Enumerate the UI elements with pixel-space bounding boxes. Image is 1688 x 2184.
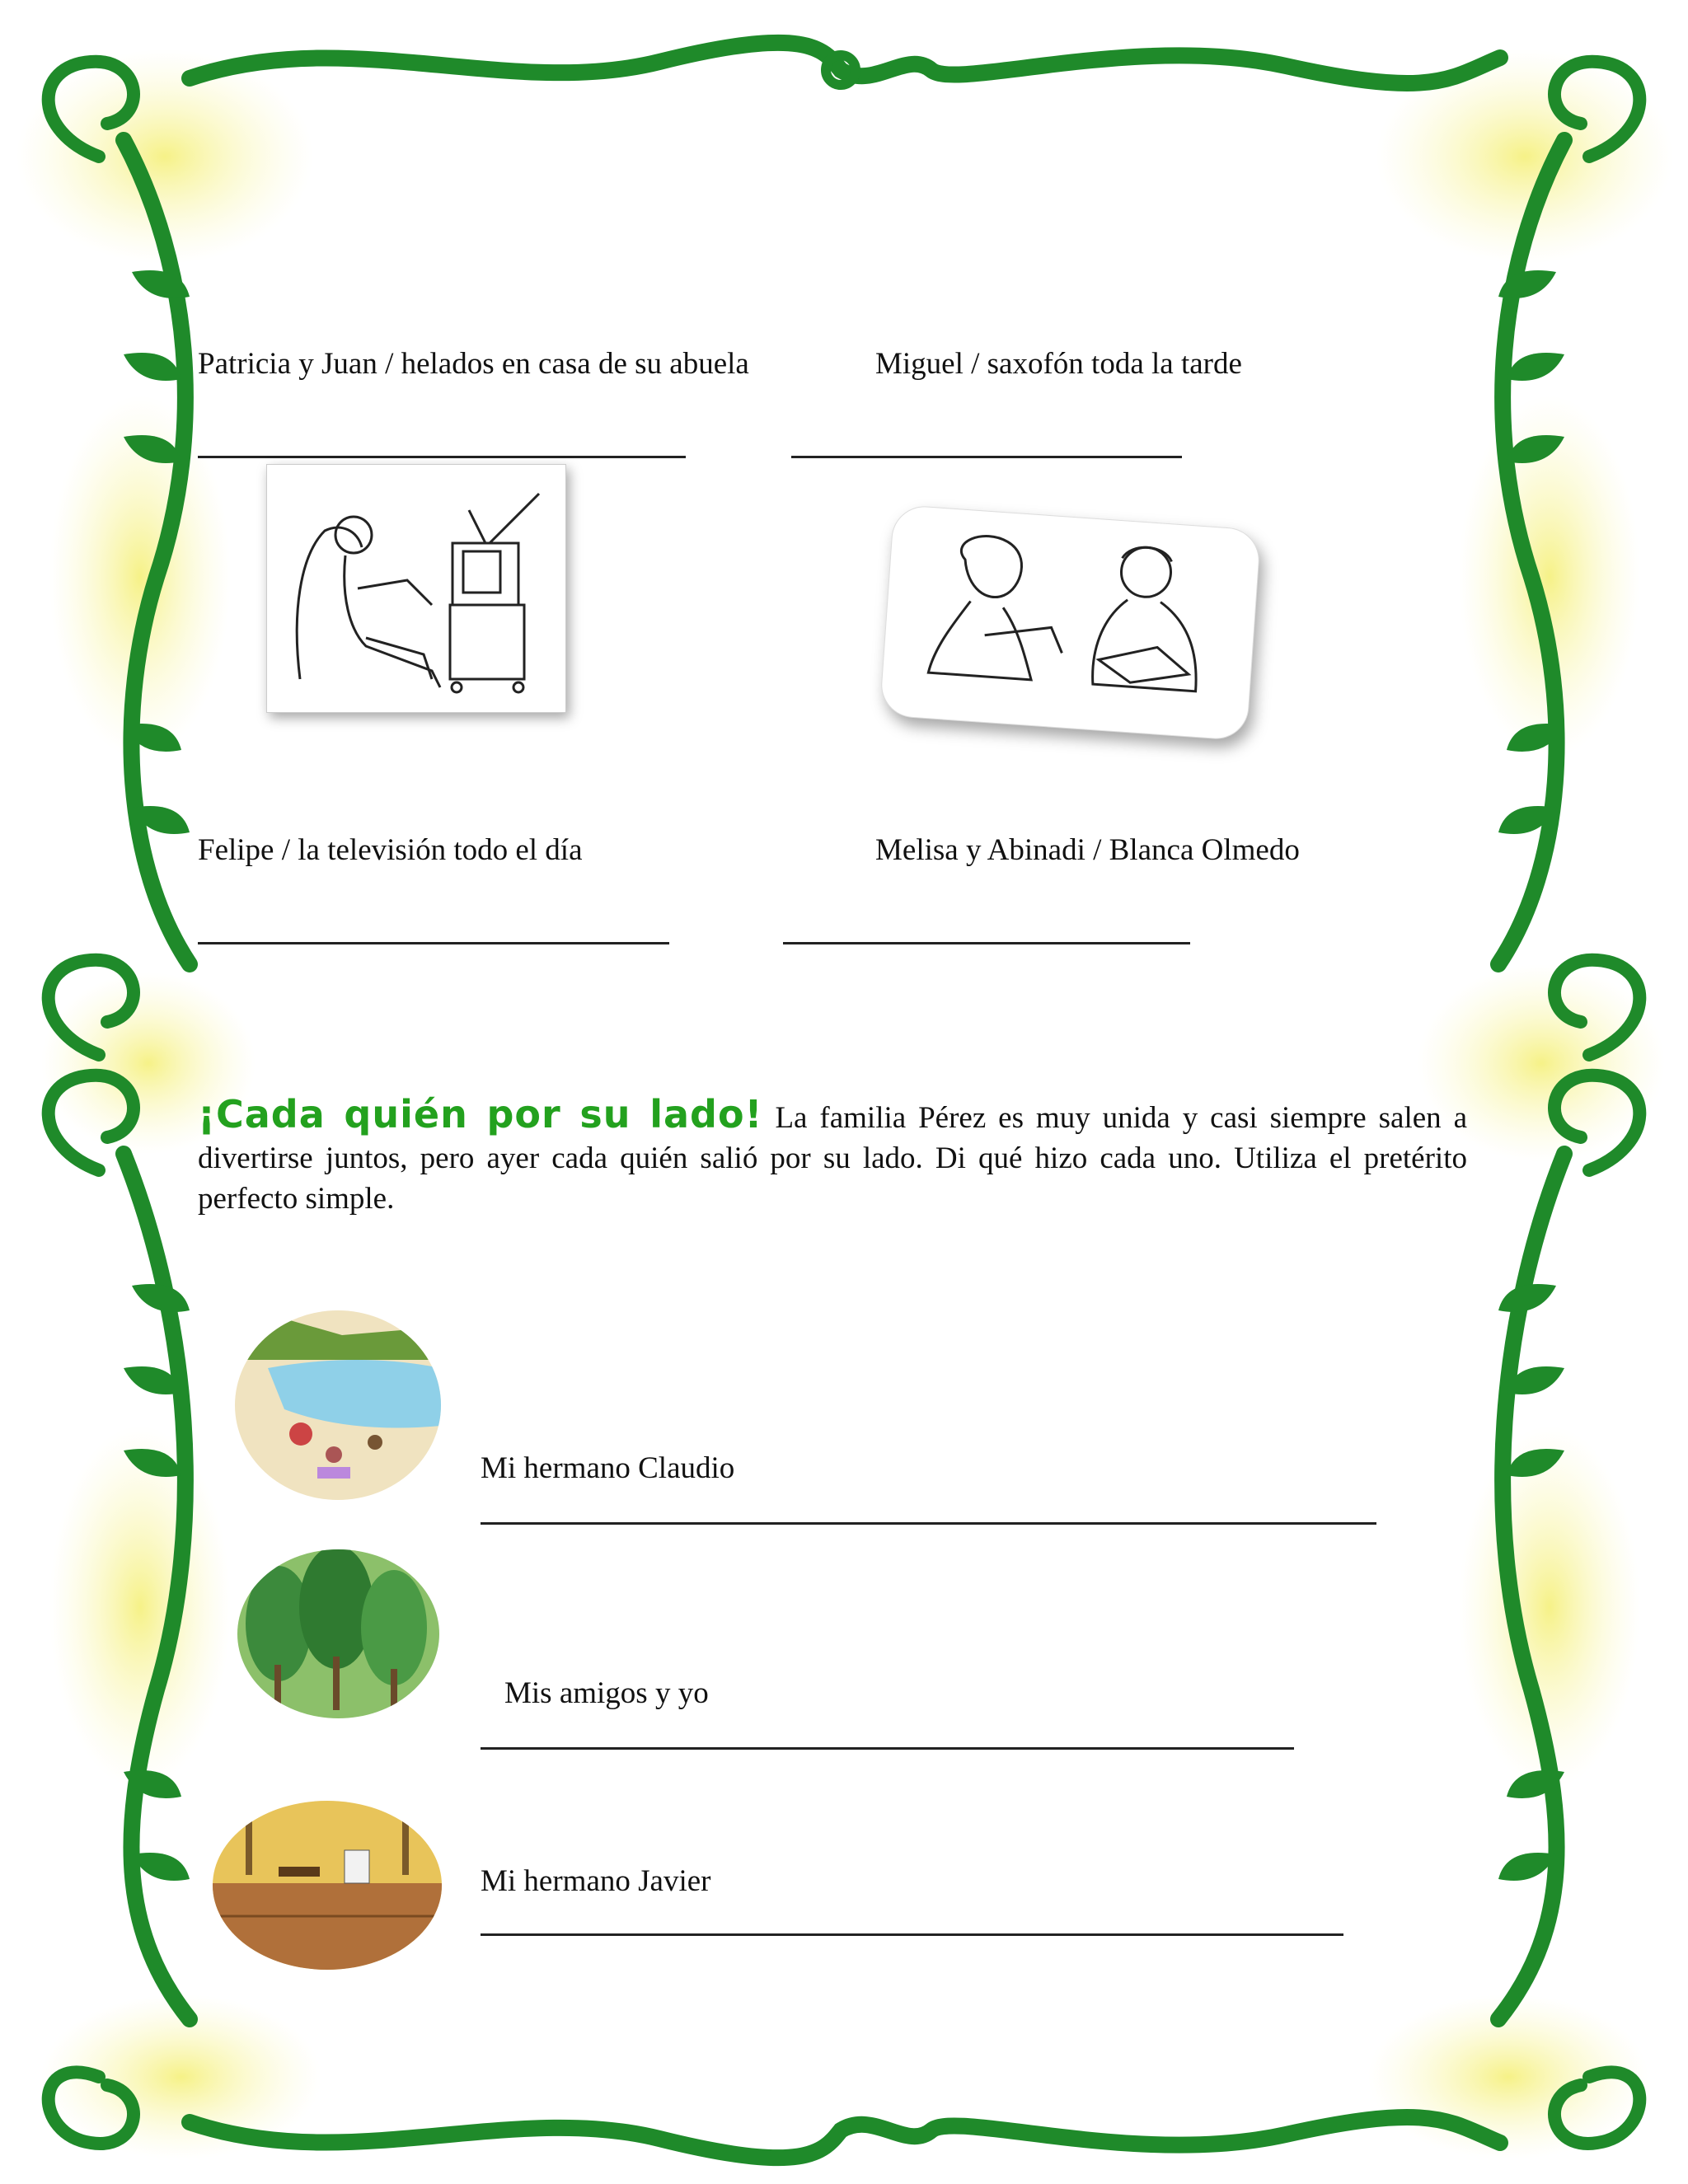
exercise2-instructions: La familia Pérez es muy unida y casi siempre salen a divertirse juntos, pero ayer cada quién salió por su lado. Di qué hizo cada uno. Utiliza el pretérito perfecto simple.	[198, 1101, 1468, 1216]
answer-line-javier[interactable]	[481, 1933, 1343, 1936]
beach-scene-image	[235, 1310, 441, 1500]
answer-line-miguel[interactable]	[791, 456, 1182, 458]
prompt-felipe: Felipe / la televisión todo el día	[198, 833, 583, 867]
prompt-melisa-abinadi: Melisa y Abinadi / Blanca Olmedo	[875, 833, 1300, 867]
prompt-patricia-juan: Patricia y Juan / helados en casa de su abuela	[198, 347, 749, 381]
answer-line-felipe[interactable]	[198, 942, 669, 944]
answer-line-claudio[interactable]	[481, 1522, 1376, 1525]
forest-scene-image	[237, 1549, 439, 1718]
answer-line-patricia-juan[interactable]	[198, 456, 686, 458]
label-claudio: Mi hermano Claudio	[481, 1451, 735, 1485]
prompt-miguel: Miguel / saxofón toda la tarde	[875, 347, 1242, 381]
couple-reading-image	[879, 504, 1262, 742]
park-scene-image	[213, 1801, 442, 1970]
answer-line-melisa-abinadi[interactable]	[783, 942, 1190, 944]
tv-watcher-image	[266, 464, 566, 713]
answer-line-amigos-yo[interactable]	[481, 1747, 1294, 1750]
label-javier: Mi hermano Javier	[481, 1864, 711, 1898]
exercise2-title: ¡Cada quién por su lado!	[198, 1092, 763, 1137]
exercise2-heading	[198, 1094, 1467, 1219]
label-amigos-yo: Mis amigos y yo	[504, 1676, 709, 1710]
